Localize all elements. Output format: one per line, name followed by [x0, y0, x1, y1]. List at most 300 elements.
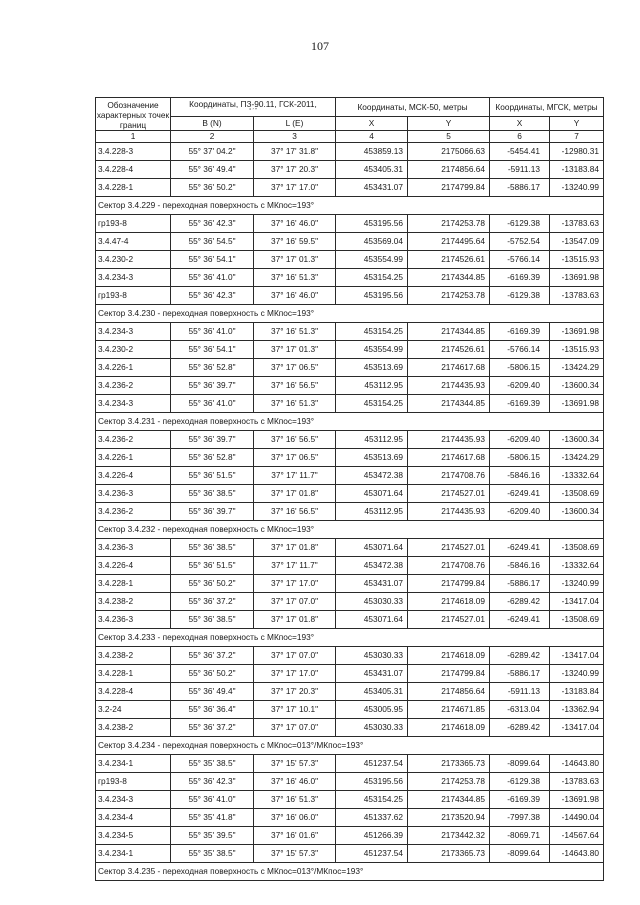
msk-x-cell: 453195.56 — [336, 287, 408, 305]
msk-x-cell: 453071.64 — [336, 485, 408, 503]
latitude-b-cell: 55° 35' 39.5" — [171, 827, 254, 845]
longitude-l-cell: 37° 15' 57.3" — [254, 845, 336, 863]
msk-y-cell: 2174435.93 — [408, 503, 490, 521]
point-id-cell: гр193-8 — [96, 773, 171, 791]
latitude-b-cell: 55° 35' 41.8" — [171, 809, 254, 827]
mgsk-x-cell: -6129.38 — [490, 287, 550, 305]
table-row — [96, 827, 604, 845]
mgsk-y-cell: -13600.34 — [550, 503, 604, 521]
sector-caption: Сектор 3.4.234 - переходная поверхность с МКпос=013°/МКпос=193° — [96, 737, 604, 755]
sector-row — [96, 737, 604, 755]
msk-x-cell: 453554.99 — [336, 341, 408, 359]
mgsk-y-cell: -14490.04 — [550, 809, 604, 827]
header-sub-msk-y: Y — [408, 116, 490, 130]
point-id-cell: 3.4.234-3 — [96, 791, 171, 809]
mgsk-x-cell: -5766.14 — [490, 341, 550, 359]
longitude-l-cell: 37° 17' 17.0" — [254, 665, 336, 683]
header-col-number: 7 — [550, 131, 604, 143]
table-row — [96, 179, 604, 197]
mgsk-x-cell: -5766.14 — [490, 251, 550, 269]
latitude-b-cell: 55° 36' 51.5" — [171, 467, 254, 485]
latitude-b-cell: 55° 36' 54.1" — [171, 341, 254, 359]
point-id-cell: 3.4.228-1 — [96, 179, 171, 197]
table-row — [96, 755, 604, 773]
mgsk-y-cell: -13332.64 — [550, 557, 604, 575]
mgsk-y-cell: -13515.93 — [550, 251, 604, 269]
msk-x-cell: 453472.38 — [336, 467, 408, 485]
longitude-l-cell: 37° 16' 46.0" — [254, 287, 336, 305]
point-id-cell: 3.4.228-1 — [96, 665, 171, 683]
msk-x-cell: 453112.95 — [336, 431, 408, 449]
latitude-b-cell: 55° 36' 42.3" — [171, 287, 254, 305]
msk-x-cell: 453405.31 — [336, 161, 408, 179]
mgsk-y-cell: -13183.84 — [550, 683, 604, 701]
sector-caption: Сектор 3.4.232 - переходная поверхность с МКпос=193° — [96, 521, 604, 539]
latitude-b-cell: 55° 36' 49.4" — [171, 161, 254, 179]
table-row — [96, 467, 604, 485]
longitude-l-cell: 37° 16' 51.3" — [254, 269, 336, 287]
mgsk-y-cell: -13691.98 — [550, 395, 604, 413]
latitude-b-cell: 55° 36' 39.7" — [171, 431, 254, 449]
mgsk-y-cell: -13240.99 — [550, 665, 604, 683]
latitude-b-cell: 55° 36' 37.2" — [171, 719, 254, 737]
longitude-l-cell: 37° 17' 20.3" — [254, 683, 336, 701]
mgsk-x-cell: -6249.41 — [490, 539, 550, 557]
msk-y-cell: 2174344.85 — [408, 791, 490, 809]
msk-y-cell: 2174618.09 — [408, 647, 490, 665]
longitude-l-cell: 37° 17' 10.1" — [254, 701, 336, 719]
msk-x-cell: 453154.25 — [336, 323, 408, 341]
mgsk-y-cell: -13240.99 — [550, 575, 604, 593]
sector-row — [96, 863, 604, 881]
longitude-l-cell: 37° 16' 46.0" — [254, 773, 336, 791]
mgsk-x-cell: -6289.42 — [490, 647, 550, 665]
point-id-cell: 3.4.234-4 — [96, 809, 171, 827]
header-col-number: 5 — [408, 131, 490, 143]
mgsk-x-cell: -6249.41 — [490, 611, 550, 629]
table-row — [96, 791, 604, 809]
latitude-b-cell: 55° 36' 42.3" — [171, 215, 254, 233]
longitude-l-cell: 37° 16' 51.3" — [254, 395, 336, 413]
point-id-cell: 3.4.226-4 — [96, 557, 171, 575]
table-row — [96, 809, 604, 827]
msk-x-cell: 453005.95 — [336, 701, 408, 719]
table-row — [96, 341, 604, 359]
longitude-l-cell: 37° 17' 11.7" — [254, 467, 336, 485]
msk-y-cell: 2174526.61 — [408, 251, 490, 269]
point-id-cell: 3.4.238-2 — [96, 719, 171, 737]
header-col-number: 2 — [171, 131, 254, 143]
msk-x-cell: 453431.07 — [336, 665, 408, 683]
table-row — [96, 287, 604, 305]
mgsk-y-cell: -13691.98 — [550, 791, 604, 809]
mgsk-x-cell: -5806.15 — [490, 359, 550, 377]
point-id-cell: 3.4.228-4 — [96, 683, 171, 701]
sector-row — [96, 197, 604, 215]
latitude-b-cell: 55° 36' 39.7" — [171, 377, 254, 395]
point-id-cell: 3.4.234-3 — [96, 269, 171, 287]
msk-x-cell: 453154.25 — [336, 395, 408, 413]
longitude-l-cell: 37° 16' 51.3" — [254, 791, 336, 809]
table-row — [96, 449, 604, 467]
msk-x-cell: 451337.62 — [336, 809, 408, 827]
point-id-cell: 3.4.228-4 — [96, 161, 171, 179]
latitude-b-cell: 55° 37' 04.2" — [171, 143, 254, 161]
msk-x-cell: 453569.04 — [336, 233, 408, 251]
mgsk-x-cell: -5752.54 — [490, 233, 550, 251]
mgsk-y-cell: -14643.80 — [550, 845, 604, 863]
msk-x-cell: 451266.39 — [336, 827, 408, 845]
longitude-l-cell: 37° 17' 07.0" — [254, 593, 336, 611]
msk-x-cell: 453431.07 — [336, 575, 408, 593]
longitude-l-cell: 37° 17' 01.3" — [254, 341, 336, 359]
mgsk-y-cell: -13691.98 — [550, 269, 604, 287]
point-id-cell: гр193-8 — [96, 287, 171, 305]
longitude-l-cell: 37° 17' 06.5" — [254, 449, 336, 467]
mgsk-x-cell: -6169.39 — [490, 269, 550, 287]
latitude-b-cell: 55° 36' 52.8" — [171, 359, 254, 377]
latitude-b-cell: 55° 36' 50.2" — [171, 179, 254, 197]
point-id-cell: 3.4.238-2 — [96, 647, 171, 665]
mgsk-y-cell: -13240.99 — [550, 179, 604, 197]
longitude-l-cell: 37° 16' 06.0" — [254, 809, 336, 827]
msk-y-cell: 2174671.85 — [408, 701, 490, 719]
msk-x-cell: 453071.64 — [336, 539, 408, 557]
msk-x-cell: 451237.54 — [336, 845, 408, 863]
mgsk-x-cell: -6169.39 — [490, 791, 550, 809]
msk-y-cell: 2174708.76 — [408, 557, 490, 575]
sector-caption: Сектор 3.4.233 - переходная поверхность с МКпос=193° — [96, 629, 604, 647]
mgsk-y-cell: -13362.94 — [550, 701, 604, 719]
mgsk-x-cell: -6129.38 — [490, 773, 550, 791]
msk-x-cell: 453030.33 — [336, 593, 408, 611]
msk-y-cell: 2174435.93 — [408, 431, 490, 449]
msk-y-cell: 2174856.64 — [408, 683, 490, 701]
msk-x-cell: 453154.25 — [336, 791, 408, 809]
sector-row — [96, 629, 604, 647]
table-row — [96, 539, 604, 557]
mgsk-y-cell: -12980.31 — [550, 143, 604, 161]
msk-y-cell: 2174618.09 — [408, 593, 490, 611]
msk-y-cell: 2174253.78 — [408, 215, 490, 233]
sector-caption: Сектор 3.4.229 - переходная поверхность с МКпос=193° — [96, 197, 604, 215]
mgsk-y-cell: -13424.29 — [550, 449, 604, 467]
longitude-l-cell: 37° 15' 57.3" — [254, 755, 336, 773]
msk-x-cell: 453859.13 — [336, 143, 408, 161]
longitude-l-cell: 37° 17' 01.3" — [254, 251, 336, 269]
latitude-b-cell: 55° 36' 42.3" — [171, 773, 254, 791]
mgsk-x-cell: -8069.71 — [490, 827, 550, 845]
table-row — [96, 503, 604, 521]
longitude-l-cell: 37° 16' 01.6" — [254, 827, 336, 845]
table-row — [96, 161, 604, 179]
table-row — [96, 251, 604, 269]
latitude-b-cell: 55° 36' 39.7" — [171, 503, 254, 521]
latitude-b-cell: 55° 35' 38.5" — [171, 845, 254, 863]
mgsk-x-cell: -6249.41 — [490, 485, 550, 503]
latitude-b-cell: 55° 36' 51.5" — [171, 557, 254, 575]
table-row — [96, 665, 604, 683]
longitude-l-cell: 37° 17' 17.0" — [254, 179, 336, 197]
header-sub-l: L (E) — [254, 116, 336, 130]
mgsk-x-cell: -8099.64 — [490, 755, 550, 773]
header-sub-msk-x: X — [336, 116, 408, 130]
mgsk-x-cell: -5886.17 — [490, 665, 550, 683]
msk-y-cell: 2174527.01 — [408, 539, 490, 557]
mgsk-x-cell: -6209.40 — [490, 377, 550, 395]
msk-x-cell: 453554.99 — [336, 251, 408, 269]
msk-x-cell: 453195.56 — [336, 773, 408, 791]
mgsk-y-cell: -13417.04 — [550, 593, 604, 611]
point-id-cell: 3.4.236-2 — [96, 503, 171, 521]
point-id-cell: 3.4.226-4 — [96, 467, 171, 485]
msk-y-cell: 2174495.64 — [408, 233, 490, 251]
point-id-cell: гр193-8 — [96, 215, 171, 233]
latitude-b-cell: 55° 36' 37.2" — [171, 647, 254, 665]
sector-row — [96, 305, 604, 323]
table-row — [96, 395, 604, 413]
msk-x-cell: 453472.38 — [336, 557, 408, 575]
point-id-cell: 3.4.236-3 — [96, 539, 171, 557]
header-pz90-label: Координаты, ПЗ-90.11, ГСК-2011, — [189, 98, 317, 109]
mgsk-x-cell: -6289.42 — [490, 593, 550, 611]
latitude-b-cell: 55° 36' 41.0" — [171, 395, 254, 413]
point-id-cell: 3.4.47-4 — [96, 233, 171, 251]
latitude-b-cell: 55° 36' 54.5" — [171, 233, 254, 251]
mgsk-x-cell: -8099.64 — [490, 845, 550, 863]
longitude-l-cell: 37° 17' 06.5" — [254, 359, 336, 377]
longitude-l-cell: 37° 16' 59.5" — [254, 233, 336, 251]
latitude-b-cell: 55° 36' 52.8" — [171, 449, 254, 467]
mgsk-y-cell: -13508.69 — [550, 539, 604, 557]
latitude-b-cell: 55° 36' 41.0" — [171, 791, 254, 809]
msk-y-cell: 2174617.68 — [408, 359, 490, 377]
mgsk-y-cell: -13515.93 — [550, 341, 604, 359]
mgsk-x-cell: -7997.38 — [490, 809, 550, 827]
mgsk-x-cell: -5886.17 — [490, 179, 550, 197]
point-id-cell: 3.4.236-2 — [96, 377, 171, 395]
table-row — [96, 377, 604, 395]
sector-caption: Сектор 3.4.230 - переходная поверхность с МКпос=193° — [96, 305, 604, 323]
longitude-l-cell: 37° 16' 56.5" — [254, 503, 336, 521]
longitude-l-cell: 37° 16' 46.0" — [254, 215, 336, 233]
coordinates-table — [95, 97, 604, 881]
latitude-b-cell: 55° 36' 36.4" — [171, 701, 254, 719]
sector-caption: Сектор 3.4.231 - переходная поверхность с МКпос=193° — [96, 413, 604, 431]
mgsk-y-cell: -13600.34 — [550, 377, 604, 395]
longitude-l-cell: 37° 17' 07.0" — [254, 719, 336, 737]
msk-x-cell: 453030.33 — [336, 647, 408, 665]
mgsk-x-cell: -5846.16 — [490, 467, 550, 485]
point-id-cell: 3.4.226-1 — [96, 449, 171, 467]
table-row — [96, 647, 604, 665]
table-row — [96, 359, 604, 377]
msk-y-cell: 2174344.85 — [408, 269, 490, 287]
mgsk-y-cell: -13424.29 — [550, 359, 604, 377]
latitude-b-cell: 55° 36' 37.2" — [171, 593, 254, 611]
table-row — [96, 773, 604, 791]
msk-y-cell: 2174344.85 — [408, 323, 490, 341]
mgsk-x-cell: -5911.13 — [490, 683, 550, 701]
msk-x-cell: 453431.07 — [336, 179, 408, 197]
msk-y-cell: 2174435.93 — [408, 377, 490, 395]
table-row — [96, 845, 604, 863]
msk-x-cell: 453154.25 — [336, 269, 408, 287]
point-id-cell: 3.4.230-2 — [96, 251, 171, 269]
point-id-cell: 3.4.238-2 — [96, 593, 171, 611]
page-number: 107 — [311, 39, 329, 53]
header-col-number: 1 — [96, 131, 171, 143]
longitude-l-cell: 37° 17' 01.8" — [254, 611, 336, 629]
longitude-l-cell: 37° 17' 31.8" — [254, 143, 336, 161]
longitude-l-cell: 37° 16' 56.5" — [254, 377, 336, 395]
mgsk-x-cell: -5886.17 — [490, 575, 550, 593]
mgsk-y-cell: -13332.64 — [550, 467, 604, 485]
msk-y-cell: 2174618.09 — [408, 719, 490, 737]
longitude-l-cell: 37° 17' 07.0" — [254, 647, 336, 665]
msk-y-cell: 2174799.84 — [408, 179, 490, 197]
mgsk-y-cell: -13547.09 — [550, 233, 604, 251]
header-pz90-units: ° ′ ″ — [249, 108, 257, 115]
point-id-cell: 3.4.226-1 — [96, 359, 171, 377]
header-col-number: 4 — [336, 131, 408, 143]
header-msk50-coordinates: Координаты, МСК-50, метры — [336, 98, 490, 117]
mgsk-x-cell: -6289.42 — [490, 719, 550, 737]
msk-y-cell: 2175066.63 — [408, 143, 490, 161]
header-sub-mgsk-x: X — [490, 116, 550, 130]
mgsk-y-cell: -14643.80 — [550, 755, 604, 773]
mgsk-x-cell: -5454.41 — [490, 143, 550, 161]
msk-y-cell: 2173365.73 — [408, 845, 490, 863]
latitude-b-cell: 55° 36' 50.2" — [171, 665, 254, 683]
mgsk-x-cell: -6209.40 — [490, 431, 550, 449]
mgsk-x-cell: -6313.04 — [490, 701, 550, 719]
point-id-cell: 3.4.230-2 — [96, 341, 171, 359]
longitude-l-cell: 37° 17' 11.7" — [254, 557, 336, 575]
msk-y-cell: 2174799.84 — [408, 575, 490, 593]
latitude-b-cell: 55° 36' 38.5" — [171, 611, 254, 629]
longitude-l-cell: 37° 17' 01.8" — [254, 539, 336, 557]
table-row — [96, 485, 604, 503]
mgsk-y-cell: -13508.69 — [550, 485, 604, 503]
mgsk-y-cell: -13508.69 — [550, 611, 604, 629]
table-row — [96, 701, 604, 719]
latitude-b-cell: 55° 36' 41.0" — [171, 323, 254, 341]
latitude-b-cell: 55° 36' 50.2" — [171, 575, 254, 593]
msk-x-cell: 453195.56 — [336, 215, 408, 233]
mgsk-y-cell: -13691.98 — [550, 323, 604, 341]
table-row — [96, 575, 604, 593]
header-point-designation: Обозначение характерных точек границ — [96, 98, 171, 131]
mgsk-y-cell: -13783.63 — [550, 215, 604, 233]
header-col-number: 6 — [490, 131, 550, 143]
point-id-cell: 3.4.234-3 — [96, 323, 171, 341]
msk-y-cell: 2173520.94 — [408, 809, 490, 827]
header-pz90-coordinates — [171, 98, 336, 117]
mgsk-x-cell: -6209.40 — [490, 503, 550, 521]
msk-x-cell: 453071.64 — [336, 611, 408, 629]
msk-x-cell: 453513.69 — [336, 449, 408, 467]
msk-y-cell: 2174856.64 — [408, 161, 490, 179]
table-row — [96, 233, 604, 251]
table-row — [96, 215, 604, 233]
latitude-b-cell: 55° 36' 54.1" — [171, 251, 254, 269]
table-row — [96, 719, 604, 737]
latitude-b-cell: 55° 36' 38.5" — [171, 485, 254, 503]
mgsk-y-cell: -13600.34 — [550, 431, 604, 449]
table-row — [96, 431, 604, 449]
point-id-cell: 3.4.234-1 — [96, 845, 171, 863]
longitude-l-cell: 37° 17' 20.3" — [254, 161, 336, 179]
msk-x-cell: 453513.69 — [336, 359, 408, 377]
msk-y-cell: 2174799.84 — [408, 665, 490, 683]
point-id-cell: 3.4.228-3 — [96, 143, 171, 161]
sector-caption: Сектор 3.4.235 - переходная поверхность с МКпос=013°/МКпос=193° — [96, 863, 604, 881]
msk-y-cell: 2174344.85 — [408, 395, 490, 413]
table-row — [96, 143, 604, 161]
msk-y-cell: 2174708.76 — [408, 467, 490, 485]
sector-row — [96, 413, 604, 431]
point-id-cell: 3.4.236-3 — [96, 611, 171, 629]
msk-x-cell: 453030.33 — [336, 719, 408, 737]
latitude-b-cell: 55° 36' 41.0" — [171, 269, 254, 287]
table-body — [96, 143, 604, 881]
point-id-cell: 3.4.228-1 — [96, 575, 171, 593]
msk-y-cell: 2174527.01 — [408, 485, 490, 503]
mgsk-y-cell: -13783.63 — [550, 287, 604, 305]
point-id-cell: 3.4.234-1 — [96, 755, 171, 773]
mgsk-y-cell: -13783.63 — [550, 773, 604, 791]
mgsk-y-cell: -13417.04 — [550, 719, 604, 737]
table-row — [96, 683, 604, 701]
mgsk-x-cell: -6169.39 — [490, 323, 550, 341]
point-id-cell: 3.4.234-5 — [96, 827, 171, 845]
table-row — [96, 557, 604, 575]
header-sub-mgsk-y: Y — [550, 116, 604, 130]
longitude-l-cell: 37° 16' 51.3" — [254, 323, 336, 341]
msk-y-cell: 2173365.73 — [408, 755, 490, 773]
mgsk-y-cell: -14567.64 — [550, 827, 604, 845]
point-id-cell: 3.4.234-3 — [96, 395, 171, 413]
header-sub-b: B (N) — [171, 116, 254, 130]
latitude-b-cell: 55° 35' 38.5" — [171, 755, 254, 773]
msk-y-cell: 2174253.78 — [408, 287, 490, 305]
table-row — [96, 611, 604, 629]
point-id-cell: 3.2-24 — [96, 701, 171, 719]
latitude-b-cell: 55° 36' 38.5" — [171, 539, 254, 557]
header-col-number: 3 — [254, 131, 336, 143]
longitude-l-cell: 37° 17' 01.8" — [254, 485, 336, 503]
table-row — [96, 269, 604, 287]
msk-x-cell: 453112.95 — [336, 377, 408, 395]
point-id-cell: 3.4.236-2 — [96, 431, 171, 449]
msk-y-cell: 2174527.01 — [408, 611, 490, 629]
sector-row — [96, 521, 604, 539]
msk-y-cell: 2174253.78 — [408, 773, 490, 791]
mgsk-x-cell: -5806.15 — [490, 449, 550, 467]
msk-x-cell: 453405.31 — [336, 683, 408, 701]
header-mgsk-coordinates: Координаты, МГСК, метры — [490, 98, 604, 117]
longitude-l-cell: 37° 16' 56.5" — [254, 431, 336, 449]
mgsk-x-cell: -6169.39 — [490, 395, 550, 413]
mgsk-x-cell: -5911.13 — [490, 161, 550, 179]
mgsk-y-cell: -13417.04 — [550, 647, 604, 665]
point-id-cell: 3.4.236-3 — [96, 485, 171, 503]
table-row — [96, 593, 604, 611]
mgsk-y-cell: -13183.84 — [550, 161, 604, 179]
msk-y-cell: 2174526.61 — [408, 341, 490, 359]
mgsk-x-cell: -6129.38 — [490, 215, 550, 233]
